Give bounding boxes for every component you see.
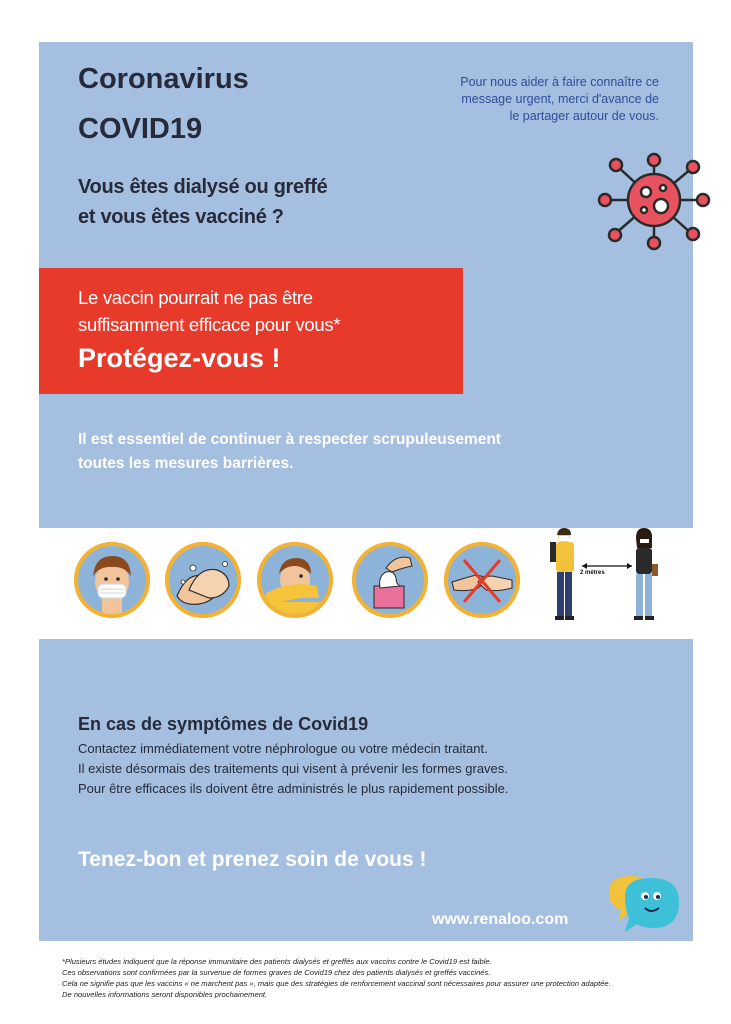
alert-line1: Le vaccin pourrait ne pas être — [78, 287, 313, 308]
hand-washing-icon — [165, 542, 241, 618]
footnote-line3: Cela ne signifie pas que les vaccins « ne marchent pas », mais que des stratégies de renforcement vaccinal sont nécessaires pour assurer une protection adaptée. — [62, 979, 611, 988]
alert-line2: suffisamment efficace pour vous* — [78, 314, 341, 335]
symptoms-line2: Il existe désormais des traitements qui visent à prévenir les formes graves. — [78, 761, 508, 776]
footnote-line1: *Plusieurs études indiquent que la réponse immunitaire des patients dialysés et greffés aux vaccins contre le Covid19 est faible. — [62, 957, 492, 966]
symptoms-line1: Contactez immédiatement votre néphrologue ou votre médecin traitant. — [78, 741, 488, 756]
symptoms-line3: Pour être efficaces ils doivent être administrés le plus rapidement possible. — [78, 781, 509, 796]
website-link[interactable]: www.renaloo.com — [432, 911, 569, 928]
subtitle: Vous êtes dialysé ou greffé et vous êtes vacciné ? — [78, 176, 328, 228]
title-line2: COVID19 — [78, 113, 203, 145]
cough-elbow-icon — [257, 542, 333, 618]
symptoms-title: En cas de symptômes de Covid19 — [78, 714, 369, 734]
alert-emphasis: Protégez-vous ! — [78, 343, 281, 373]
footnote-line4: De nouvelles informations seront disponibles prochainement. — [62, 990, 268, 999]
footnote-line2: Ces observations sont confirmées par la survenue de formes graves de Covid19 chez des patients dialysés et greffés vaccinés. — [62, 968, 491, 977]
distance-label: 2 mètres — [580, 570, 605, 576]
distance-icon — [540, 528, 670, 628]
tissue-icon — [352, 542, 428, 618]
barrier-message: Il est essentiel de continuer à respecter scrupuleusement toutes les mesures barrières. — [78, 431, 501, 472]
renaloo-logo-icon — [603, 872, 685, 936]
share-message: Pour nous aider à faire connaître ce message urgent, merci d'avance de le partager autour de vous. — [460, 75, 659, 123]
virus-icon — [597, 148, 711, 252]
closing-message: Tenez-bon et prenez soin de vous ! — [78, 848, 427, 871]
no-handshake-icon — [444, 542, 520, 618]
mask-icon — [74, 542, 150, 618]
title-line1: Coronavirus — [78, 63, 249, 95]
